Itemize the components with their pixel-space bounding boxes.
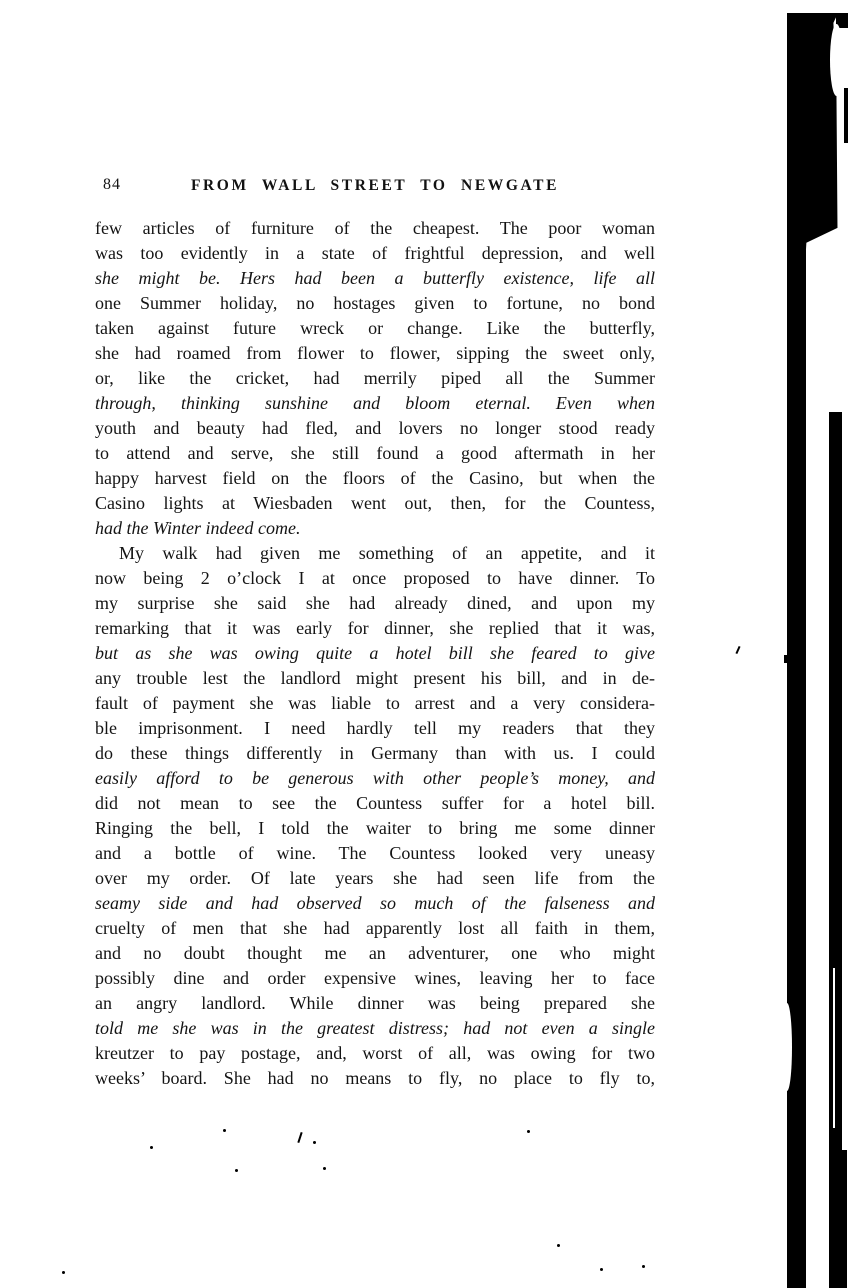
text-line: My walk had given me something of an appetite, and it bbox=[119, 543, 655, 563]
text-line: did not mean to see the Countess suffer for a hotel bill. bbox=[95, 793, 655, 813]
text-line: happy harvest field on the floors of the Casino, but when the bbox=[95, 468, 655, 488]
scan-speck bbox=[527, 1130, 530, 1133]
text-line: easily afford to be generous with other people’s money, and bbox=[95, 768, 655, 788]
text-line: but as she was owing quite a hotel bill she feared to give bbox=[95, 643, 655, 663]
scan-speck-quote bbox=[735, 646, 740, 654]
text-line: Casino lights at Wiesbaden went out, then, for the Countess, bbox=[95, 493, 655, 513]
text-line: now being 2 o’clock I at once proposed to have dinner. To bbox=[95, 568, 655, 588]
scan-blob-white-notch bbox=[830, 24, 843, 96]
text-line: seamy side and had observed so much of the falseness and bbox=[95, 893, 655, 913]
scan-speck bbox=[62, 1271, 65, 1274]
scan-speck bbox=[235, 1169, 238, 1172]
scan-speck bbox=[313, 1141, 316, 1144]
scan-speck bbox=[223, 1129, 226, 1132]
text-line: or, like the cricket, had merrily piped all the Summer bbox=[95, 368, 655, 388]
page-number: 84 bbox=[103, 176, 121, 193]
scan-speck bbox=[600, 1268, 603, 1271]
paragraph bbox=[95, 541, 655, 1091]
running-header bbox=[0, 176, 848, 198]
text-line: and a bottle of wine. The Countess looked very uneasy bbox=[95, 843, 655, 863]
text-block bbox=[95, 216, 655, 1091]
text-line: Ringing the bell, I told the waiter to bring me some dinner bbox=[95, 818, 655, 838]
text-line: cruelty of men that she had apparently lost all faith in them, bbox=[95, 918, 655, 938]
text-line: told me she was in the greatest distress; had not even a single bbox=[95, 1018, 655, 1038]
scan-bar-white-lens bbox=[782, 1003, 792, 1091]
text-line: my surprise she said she had already dined, and upon my bbox=[95, 593, 655, 613]
scan-speck-nub bbox=[784, 655, 787, 663]
text-line: had the Winter indeed come. bbox=[95, 518, 301, 538]
text-line: through, thinking sunshine and bloom eternal. Even when bbox=[95, 393, 655, 413]
text-line: any trouble lest the landlord might present his bill, and in de- bbox=[95, 668, 655, 688]
text-line: do these things differently in Germany than with us. I could bbox=[95, 743, 655, 763]
text-line: fault of payment she was liable to arrest and a very considera- bbox=[95, 693, 655, 713]
text-line: an angry landlord. While dinner was being prepared she bbox=[95, 993, 655, 1013]
text-line: taken against future wreck or change. Like the butterfly, bbox=[95, 318, 655, 338]
text-line: few articles of furniture of the cheapest. The poor woman bbox=[95, 218, 655, 238]
scan-gutter-bar-left bbox=[787, 250, 806, 1288]
scan-speck-slash bbox=[297, 1132, 302, 1143]
scan-bar-white-line bbox=[833, 968, 835, 1128]
scan-gutter-bar-right-foot bbox=[835, 1150, 847, 1288]
text-line: over my order. Of late years she had seen life from the bbox=[95, 868, 655, 888]
text-line: weeks’ board. She had no means to fly, no place to fly to, bbox=[95, 1068, 655, 1088]
text-line: remarking that it was early for dinner, she replied that it was, bbox=[95, 618, 655, 638]
text-line: one Summer holiday, no hostages given to fortune, no bond bbox=[95, 293, 655, 313]
page-title: FROM WALL STREET TO NEWGATE bbox=[190, 177, 560, 194]
text-line: ble imprisonment. I need hardly tell my readers that they bbox=[95, 718, 655, 738]
text-line: kreutzer to pay postage, and, worst of all, was owing for two bbox=[95, 1043, 655, 1063]
paragraph bbox=[95, 216, 655, 541]
scan-edge-sliver bbox=[844, 88, 848, 143]
text-line: possibly dine and order expensive wines, leaving her to face bbox=[95, 968, 655, 988]
text-line: she might be. Hers had been a butterfly existence, life all bbox=[95, 268, 655, 288]
scan-speck bbox=[642, 1265, 645, 1268]
scan-speck bbox=[323, 1167, 326, 1170]
text-line: youth and beauty had fled, and lovers no longer stood ready bbox=[95, 418, 655, 438]
scan-speck bbox=[557, 1244, 560, 1247]
text-line: to attend and serve, she still found a good aftermath in her bbox=[95, 443, 655, 463]
text-line: she had roamed from flower to flower, sipping the sweet only, bbox=[95, 343, 655, 363]
scan-speck bbox=[150, 1146, 153, 1149]
text-line: and no doubt thought me an adventurer, one who might bbox=[95, 943, 655, 963]
text-line: was too evidently in a state of frightful depression, and well bbox=[95, 243, 655, 263]
